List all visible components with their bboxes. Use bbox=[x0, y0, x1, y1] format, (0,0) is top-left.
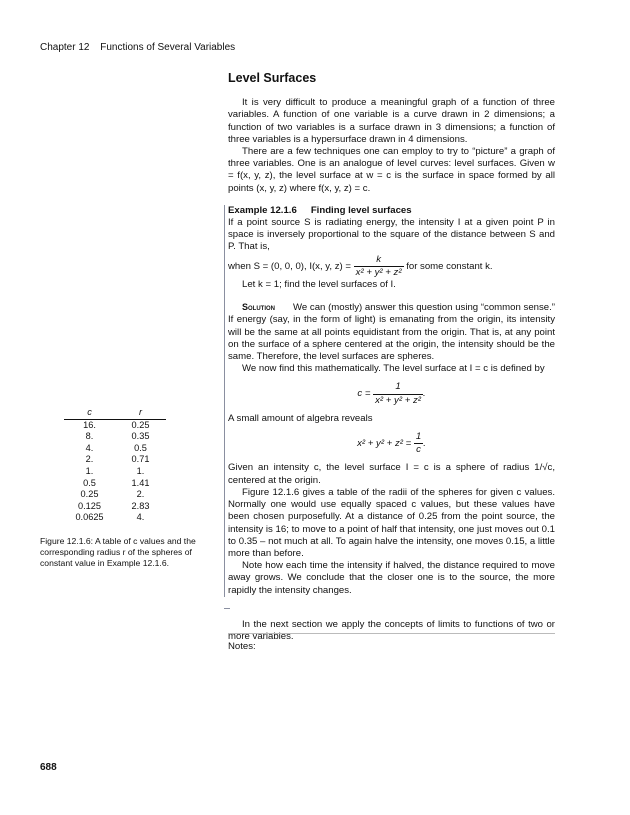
table-row bbox=[64, 420, 166, 432]
main-column bbox=[228, 72, 555, 643]
intro-paragraph-2: There are a few techniques one can employ to try to “picture” a graph of three variables. One is an analogue of level curves: level surfaces. Given w = f(x, y, z), the level surface at w = c is the surface in space formed by all points (x, y, z) where f(x, y, z) = c. bbox=[228, 146, 555, 194]
notes-divider bbox=[228, 633, 555, 634]
solution-paragraph-1 bbox=[228, 301, 555, 363]
radius-table bbox=[64, 407, 166, 524]
example-end-mark bbox=[224, 608, 230, 609]
solution-paragraph-2: We now find this mathematically. The level surface at I = c is defined by bbox=[242, 363, 545, 375]
eq2-end: . bbox=[423, 438, 426, 450]
running-header bbox=[40, 42, 235, 53]
when-right: for some constant k. bbox=[406, 260, 493, 272]
equation-2 bbox=[228, 431, 555, 456]
table-row bbox=[64, 512, 166, 524]
example-heading bbox=[228, 205, 555, 217]
table-cell: 4. bbox=[136, 512, 145, 523]
notes-label: Notes: bbox=[228, 641, 256, 652]
table-row bbox=[64, 489, 166, 501]
eq1-numerator: 1 bbox=[373, 381, 423, 394]
solution-paragraph-5: Figure 12.1.6 gives a table of the radii of the spheres for given c values. Normally one would use equally spaced c values, but these values have been chosen purposefully. At a distance of 0.25 from the point source, the intensity is 16; to move to a point of half that intensity, one just moves out 0.1 to 0.35 – not much at all. To again halve the intensity, one moves 0.15, a little more than before. bbox=[228, 486, 555, 559]
table-row bbox=[64, 431, 166, 443]
example-let-line: Let k = 1; find the level surfaces of I. bbox=[242, 279, 396, 291]
table-cell: 8. bbox=[85, 431, 94, 442]
table-cell: 2. bbox=[85, 454, 94, 465]
table-cell: 2.83 bbox=[131, 500, 150, 511]
eq2-denominator: c bbox=[416, 444, 421, 456]
table-header-r: r bbox=[138, 407, 143, 417]
eq1-end: . bbox=[422, 388, 426, 400]
table-row bbox=[64, 478, 166, 490]
closing-paragraph: In the next section we apply the concepts of limits to functions of two or more variables. bbox=[228, 618, 555, 643]
solution-paragraph-6: Note how each time the intensity if halved, the distance required to move away grows. We conclude that the closer one is to the source, the more rapidly the intensity changes. bbox=[228, 560, 555, 596]
example-block bbox=[224, 205, 555, 597]
table-header-c: c bbox=[87, 407, 92, 417]
solution-label: Solution bbox=[242, 302, 275, 313]
intensity-fraction bbox=[354, 254, 404, 279]
eq2-numerator: 1 bbox=[414, 431, 423, 444]
table-row bbox=[64, 454, 166, 466]
table-cell: 0.35 bbox=[131, 431, 150, 442]
table-cell: 0.5 bbox=[83, 477, 96, 488]
intensity-numerator: k bbox=[354, 254, 404, 267]
example-when-line bbox=[228, 254, 555, 279]
intro-paragraph-1: It is very difficult to produce a meaningful graph of a function of three variables. A function of one variable is a curve drawn in 2 dimensions; a function of two variables is a surface drawn in 3 dimensions; a function of three variables is a hypersurface drawn in 4 dimensions. bbox=[228, 97, 555, 145]
table-header-row bbox=[64, 407, 166, 420]
solution-paragraph-3: A small amount of algebra reveals bbox=[228, 412, 373, 424]
when-left: when S = (0, 0, 0), I(x, y, z) = bbox=[228, 260, 351, 272]
chapter-title: Functions of Several Variables bbox=[100, 42, 236, 53]
table-cell: 2. bbox=[136, 489, 145, 500]
page-number: 688 bbox=[40, 762, 57, 773]
eq2-fraction bbox=[414, 431, 423, 456]
table-cell: 0.25 bbox=[80, 489, 99, 500]
eq1-left: c = bbox=[357, 388, 371, 400]
table-cell: 0.25 bbox=[131, 419, 150, 430]
table-row bbox=[64, 466, 166, 478]
table-row bbox=[64, 501, 166, 513]
table-cell: 0.5 bbox=[134, 442, 147, 453]
chapter-label: Chapter 12 bbox=[40, 42, 90, 53]
example-label: Example 12.1.6 bbox=[228, 204, 297, 216]
table-cell: 0.0625 bbox=[75, 512, 104, 523]
solution-paragraph-4: Given an intensity c, the level surface I = c is a sphere of radius 1/√c, centered at the origin. bbox=[228, 462, 555, 486]
table-row bbox=[64, 443, 166, 455]
table-cell: 16. bbox=[83, 419, 96, 430]
figure-caption: Figure 12.1.6: A table of c values and the corresponding radius r of the spheres of constant value in Example 12.1.6. bbox=[40, 536, 196, 569]
table-cell: 4. bbox=[85, 442, 94, 453]
example-problem: If a point source S is radiating energy, the intensity I at a given point P in space is inversely proportional to the square of the distance between S and P. That is, bbox=[228, 217, 555, 253]
eq1-fraction bbox=[373, 381, 423, 406]
section-title: Level Surfaces bbox=[228, 71, 317, 85]
table-cell: 1. bbox=[85, 465, 94, 476]
table-cell: 0.125 bbox=[78, 500, 101, 511]
eq2-left: x² + y² + z² = bbox=[357, 438, 412, 450]
solution-text-1: We can (mostly) answer this question using “common sense.” If energy (say, in the form of light) is emanating from the origin, its intensity will be the same at all points equidistant from the origin. That is, at any point on the surface of a sphere centered at the origin, the intensity should be the same. Therefore, the level surfaces are spheres. bbox=[228, 302, 555, 363]
table-cell: 1.41 bbox=[131, 477, 150, 488]
intensity-denominator: x² + y² + z² bbox=[355, 266, 402, 278]
example-title: Finding level surfaces bbox=[310, 204, 412, 216]
eq1-denominator: x² + y² + z² bbox=[375, 394, 421, 406]
table-cell: 1. bbox=[136, 465, 145, 476]
equation-1 bbox=[228, 381, 555, 406]
table-cell: 0.71 bbox=[131, 454, 150, 465]
